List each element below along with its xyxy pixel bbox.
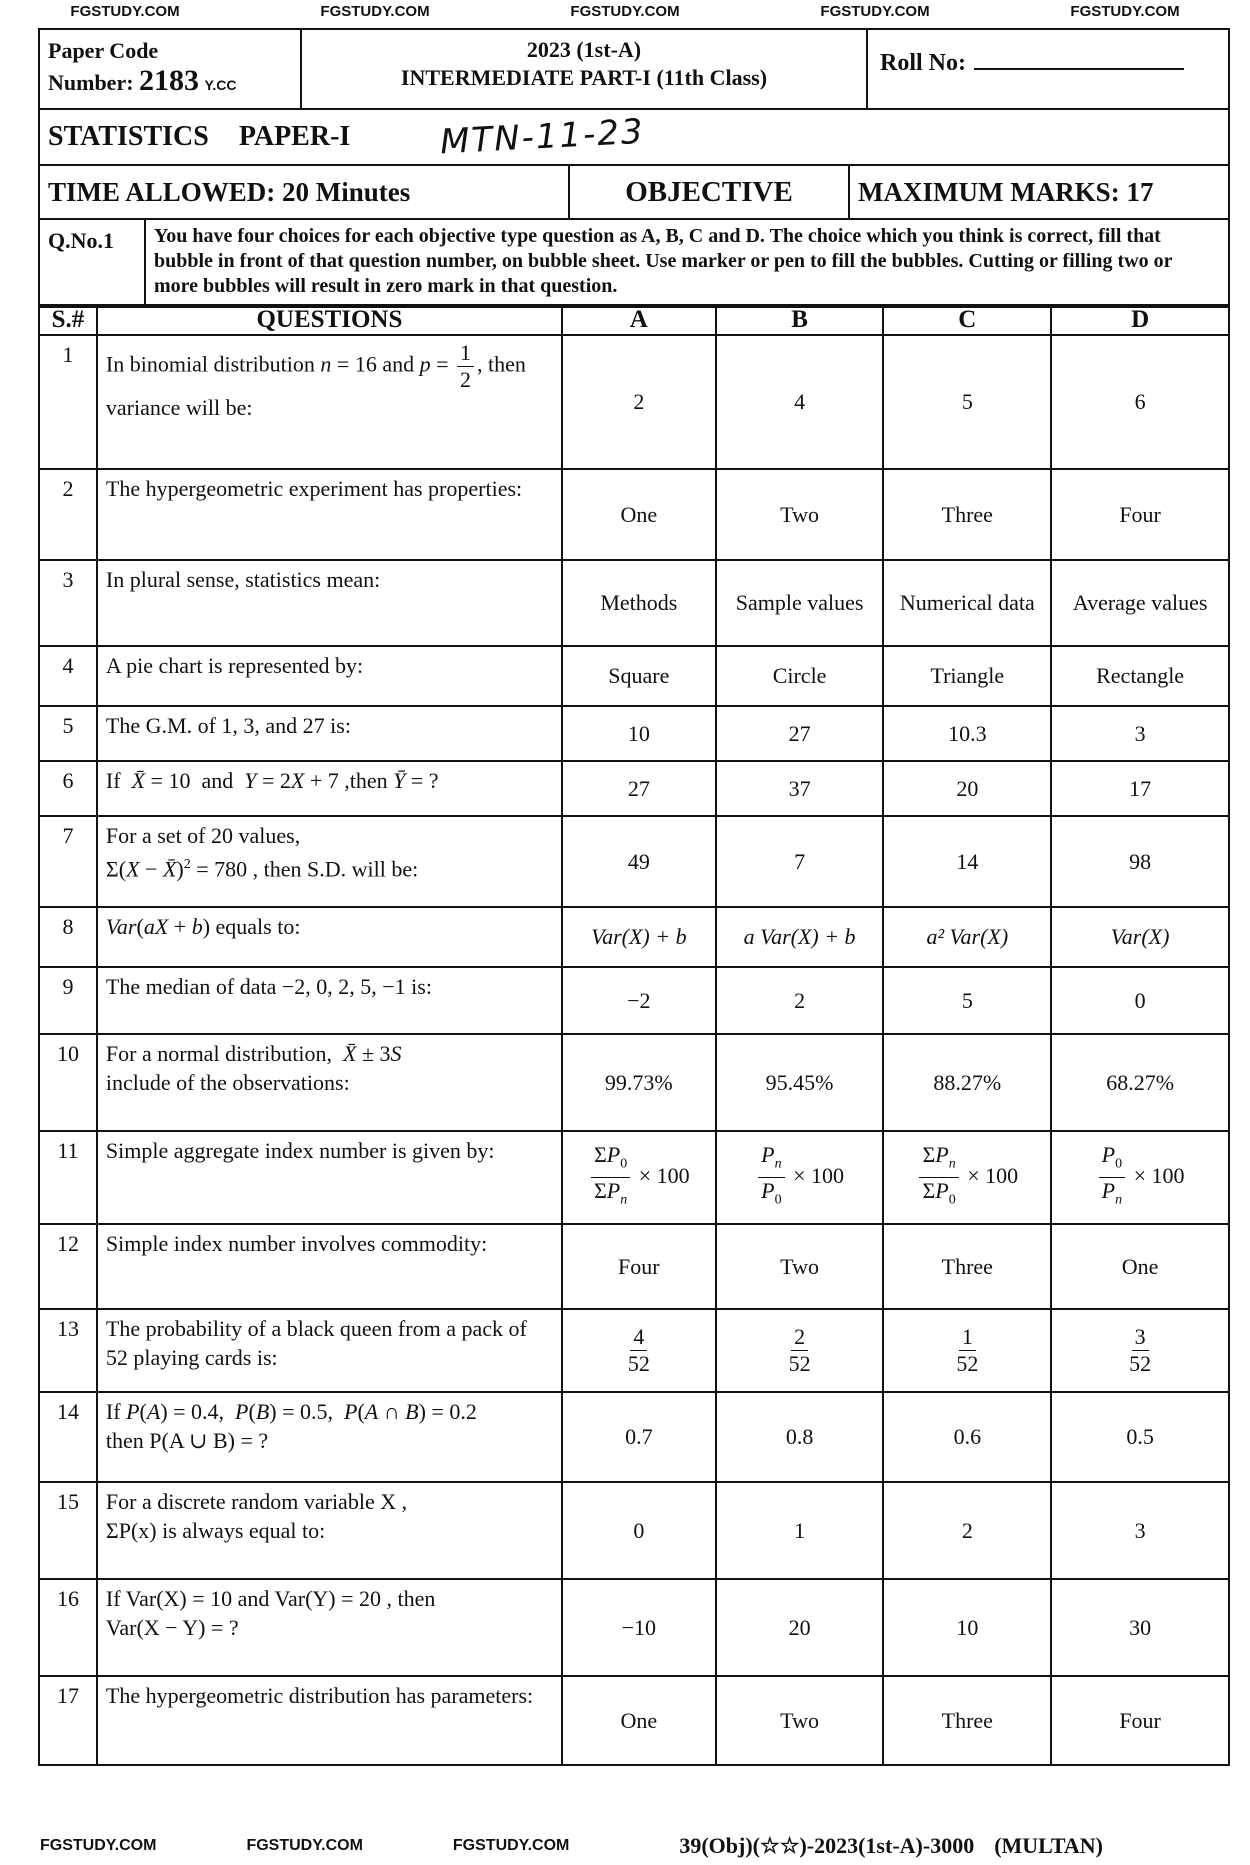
question-number: 2 xyxy=(39,469,97,560)
class-line: INTERMEDIATE PART-I (11th Class) xyxy=(400,65,768,90)
question-number: 3 xyxy=(39,560,97,646)
paper-number-suffix: Y.CC xyxy=(204,77,237,93)
top-watermarks xyxy=(0,0,1250,22)
option-d: 3 xyxy=(1051,1482,1229,1579)
option-a: 10 xyxy=(562,706,716,761)
option-b: 95.45% xyxy=(716,1034,884,1131)
watermark: FGSTUDY.COM xyxy=(70,2,180,20)
footer-board: (MULTAN) xyxy=(994,1833,1103,1858)
question-text: For a normal distribution, X̄ ± 3S include of the observations: xyxy=(97,1034,562,1131)
option-d: 6 xyxy=(1051,335,1229,469)
question-text: In plural sense, statistics mean: xyxy=(97,560,562,646)
option-c: $\frac{1}{52}$ xyxy=(883,1309,1051,1392)
option-d: 0 xyxy=(1051,967,1229,1034)
roll-no-blank xyxy=(974,48,1184,70)
table-row xyxy=(39,646,1229,706)
table-row xyxy=(39,335,1229,469)
subject: STATISTICS xyxy=(48,121,209,152)
option-a: Four xyxy=(562,1224,716,1309)
question-number: 7 xyxy=(39,816,97,907)
option-a: Methods xyxy=(562,560,716,646)
header-row-4 xyxy=(38,218,1230,308)
table-row xyxy=(39,1579,1229,1676)
option-c: 5 xyxy=(883,967,1051,1034)
question-text: If P(A) = 0.4, P(B) = 0.5, P(A ∩ B) = 0.2 then P(A ∪ B) = ? xyxy=(97,1392,562,1482)
exam-header xyxy=(38,28,1230,308)
watermark: FGSTUDY.COM xyxy=(246,1837,363,1854)
table-row xyxy=(39,816,1229,907)
questions-table xyxy=(38,304,1230,1766)
table-row xyxy=(39,1676,1229,1765)
question-text: In binomial distribution n = 16 and p = $\frac{1}{2}$ , then variance will be: xyxy=(97,335,562,469)
question-number: 10 xyxy=(39,1034,97,1131)
question-number: 1 xyxy=(39,335,97,469)
table-row xyxy=(39,469,1229,560)
col-header-questions: QUESTIONS xyxy=(97,305,562,335)
option-d: Rectangle xyxy=(1051,646,1229,706)
question-number: 17 xyxy=(39,1676,97,1765)
subject-title xyxy=(40,121,350,153)
option-a: $\frac{\Sigma P_0}{\Sigma P_n}$ × 100 xyxy=(562,1131,716,1224)
option-c: $\frac{\Sigma P_n}{\Sigma P_0}$ × 100 xyxy=(883,1131,1051,1224)
paper-code-cell xyxy=(40,30,302,108)
roll-no-label: Roll No: xyxy=(880,50,966,76)
option-b: Two xyxy=(716,469,884,560)
option-b: Circle xyxy=(716,646,884,706)
option-b: Sample values xyxy=(716,560,884,646)
option-d: Four xyxy=(1051,469,1229,560)
max-marks: MAXIMUM MARKS: 17 xyxy=(858,177,1154,207)
question-text-tail: equals to: xyxy=(215,914,301,939)
option-c: 14 xyxy=(883,816,1051,907)
paper-name: PAPER-I xyxy=(238,121,351,152)
option-a: −2 xyxy=(562,967,716,1034)
question-number: 6 xyxy=(39,761,97,816)
question-text: If Var(X) = 10 and Var(Y) = 20 , then Var(X − Y) = ? xyxy=(97,1579,562,1676)
option-b: 27 xyxy=(716,706,884,761)
table-row xyxy=(39,560,1229,646)
option-a: One xyxy=(562,469,716,560)
option-b: 37 xyxy=(716,761,884,816)
footer xyxy=(40,1833,1230,1859)
table-row xyxy=(39,761,1229,816)
table-row xyxy=(39,1392,1229,1482)
option-b: 7 xyxy=(716,816,884,907)
option-c: 20 xyxy=(883,761,1051,816)
instructions-text: You have four choices for each objective type question as A, B, C and D. The choice which you think is correct, fill that bubble in front of that question number, on bubble sheet. Use marker or pen to fill the bubbles. Cutting or filling two or more bubbles will result in zero mark in that question. xyxy=(154,225,1173,297)
option-b: 2 xyxy=(716,967,884,1034)
option-a: 99.73% xyxy=(562,1034,716,1131)
option-c: 5 xyxy=(883,335,1051,469)
question-number: 15 xyxy=(39,1482,97,1579)
question-text: The median of data −2, 0, 2, 5, −1 is: xyxy=(97,967,562,1034)
paper-code-label: Paper Code xyxy=(48,38,159,63)
question-number-label: Q.No.1 xyxy=(40,220,146,306)
table-row xyxy=(39,1131,1229,1224)
option-d: One xyxy=(1051,1224,1229,1309)
col-header-a: A xyxy=(562,305,716,335)
option-a: 0.7 xyxy=(562,1392,716,1482)
col-header-d: D xyxy=(1051,305,1229,335)
table-row xyxy=(39,706,1229,761)
question-text: Var(aX + b) equals to: xyxy=(97,907,562,967)
question-number: 12 xyxy=(39,1224,97,1309)
option-a: One xyxy=(562,1676,716,1765)
option-d: 98 xyxy=(1051,816,1229,907)
option-c: Triangle xyxy=(883,646,1051,706)
option-b: Two xyxy=(716,1224,884,1309)
option-d: 0.5 xyxy=(1051,1392,1229,1482)
number-label: Number: xyxy=(48,70,134,95)
col-header-b: B xyxy=(716,305,884,335)
watermark: FGSTUDY.COM xyxy=(1070,2,1180,20)
option-c: 10.3 xyxy=(883,706,1051,761)
watermark: FGSTUDY.COM xyxy=(570,2,680,20)
header-row-3 xyxy=(38,164,1230,218)
table-row xyxy=(39,907,1229,967)
option-d: Four xyxy=(1051,1676,1229,1765)
option-c: Three xyxy=(883,1224,1051,1309)
year-session: 2023 (1st-A) xyxy=(526,37,642,62)
time-allowed: TIME ALLOWED: 20 Minutes xyxy=(40,166,570,218)
option-d: 17 xyxy=(1051,761,1229,816)
option-c: a² Var(X) xyxy=(883,907,1051,967)
table-row xyxy=(39,1309,1229,1392)
option-a: Square xyxy=(562,646,716,706)
question-number: 11 xyxy=(39,1131,97,1224)
option-d: 68.27% xyxy=(1051,1034,1229,1131)
option-a: 49 xyxy=(562,816,716,907)
table-row xyxy=(39,1034,1229,1131)
option-a: 27 xyxy=(562,761,716,816)
table-header-row xyxy=(39,305,1229,335)
option-c: 0.6 xyxy=(883,1392,1051,1482)
question-text: For a discrete random variable X , ΣP(x) is always equal to: xyxy=(97,1482,562,1579)
table-row xyxy=(39,1482,1229,1579)
col-header-sn: S.# xyxy=(39,305,97,335)
option-d: 30 xyxy=(1051,1579,1229,1676)
question-text: Simple aggregate index number is given by: xyxy=(97,1131,562,1224)
question-text: If X̄ = 10 and Y = 2X + 7 ,then Ȳ = ? xyxy=(97,761,562,816)
watermark: FGSTUDY.COM xyxy=(452,1837,570,1854)
handwritten-code: MTN-11-23 xyxy=(439,111,646,163)
roll-no-cell xyxy=(868,30,1228,108)
option-b: 4 xyxy=(716,335,884,469)
option-c: Numerical data xyxy=(883,560,1051,646)
option-b: 20 xyxy=(716,1579,884,1676)
option-b: $\frac{P_n}{P_0}$ × 100 xyxy=(716,1131,884,1224)
question-number: 4 xyxy=(39,646,97,706)
question-number: 9 xyxy=(39,967,97,1034)
header-row-1 xyxy=(38,28,1230,108)
question-number: 8 xyxy=(39,907,97,967)
footer-code: 39(Obj)(☆☆)-2023(1st-A)-3000 xyxy=(679,1833,975,1858)
option-c: 2 xyxy=(883,1482,1051,1579)
question-text: A pie chart is represented by: xyxy=(97,646,562,706)
option-d: $\frac{3}{52}$ xyxy=(1051,1309,1229,1392)
paper-number: 2183 xyxy=(139,64,200,97)
option-b: $\frac{2}{52}$ xyxy=(716,1309,884,1392)
option-b: 0.8 xyxy=(716,1392,884,1482)
option-a: −10 xyxy=(562,1579,716,1676)
question-text: The probability of a black queen from a pack of 52 playing cards is: xyxy=(97,1309,562,1392)
exam-title-cell xyxy=(302,30,868,108)
option-b: 1 xyxy=(716,1482,884,1579)
option-b: Two xyxy=(716,1676,884,1765)
table-row xyxy=(39,967,1229,1034)
question-number: 16 xyxy=(39,1579,97,1676)
section-label: OBJECTIVE xyxy=(570,166,850,218)
header-row-2 xyxy=(38,108,1230,164)
option-d: Average values xyxy=(1051,560,1229,646)
question-number: 14 xyxy=(39,1392,97,1482)
option-c: 88.27% xyxy=(883,1034,1051,1131)
option-a: 0 xyxy=(562,1482,716,1579)
option-d: Var(X) xyxy=(1051,907,1229,967)
question-text: The hypergeometric distribution has parameters: xyxy=(97,1676,562,1765)
table-row xyxy=(39,1224,1229,1309)
question-text: Simple index number involves commodity: xyxy=(97,1224,562,1309)
option-a: 2 xyxy=(562,335,716,469)
watermark: FGSTUDY.COM xyxy=(820,2,930,20)
question-number: 13 xyxy=(39,1309,97,1392)
option-a: Var(X) + b xyxy=(562,907,716,967)
watermark: FGSTUDY.COM xyxy=(40,1837,157,1854)
option-a: $\frac{4}{52}$ xyxy=(562,1309,716,1392)
col-header-c: C xyxy=(883,305,1051,335)
option-c: 10 xyxy=(883,1579,1051,1676)
option-d: 3 xyxy=(1051,706,1229,761)
question-text: For a set of 20 values, Σ(X − X̄)$^2$ = 780 , then S.D. will be: xyxy=(97,816,562,907)
option-c: Three xyxy=(883,1676,1051,1765)
question-number: 5 xyxy=(39,706,97,761)
question-text: The hypergeometric experiment has properties: xyxy=(97,469,562,560)
option-c: Three xyxy=(883,469,1051,560)
option-d: $\frac{P_0}{P_n}$ × 100 xyxy=(1051,1131,1229,1224)
question-text: The G.M. of 1, 3, and 27 is: xyxy=(97,706,562,761)
option-b: a Var(X) + b xyxy=(716,907,884,967)
watermark: FGSTUDY.COM xyxy=(320,2,430,20)
